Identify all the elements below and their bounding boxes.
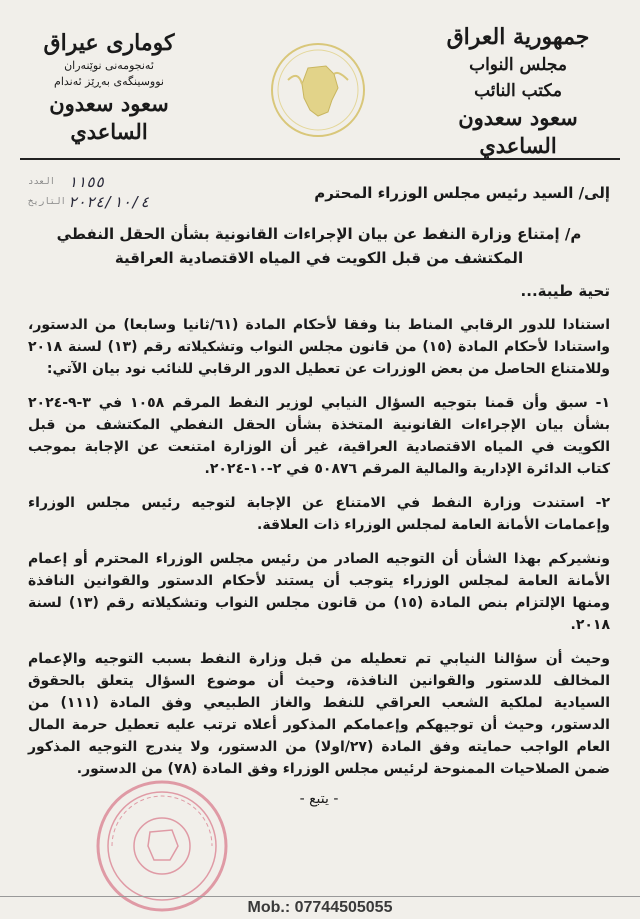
letterhead-arabic [418, 22, 618, 160]
reference-date: ٢٠٢٤/١٠/٤ [68, 193, 150, 211]
letter-body [28, 182, 610, 824]
official-seal-icon [92, 776, 232, 916]
paragraph-point-1: ١- سبق وأن قمنا بتوجيه السؤال النيابي لوزير النفط المرقم ١٠٥٨ في ٣-٩-٢٠٢٤ بشأن بيان الإجراءات القانونية المتخذة بشأن الحقل النفطي المكتشف من قبل الكويت في المياه الاقتصادية العراقية، غير أن الوزارة امتنعت عن الإجابة بموجب كتاب الدائرة الإدارية والمالية المرقم ٥٠٨٧٦ في ٢-١٠-٢٠٢٤. [28, 395, 610, 477]
letterhead-office-kurdish: نووسینگەی بەڕێز ئەندام [54, 75, 164, 88]
recipient: إلى/ السيد رئيس مجلس الوزراء المحترم [314, 184, 610, 202]
header-divider [20, 158, 620, 160]
letterhead-office: مكتب النائب [474, 81, 562, 101]
reference-date-label: التاريخ [28, 197, 66, 207]
paragraph-point-2: ٢- استندت وزارة النفط في الامتناع عن الإجابة لتوجيه رئيس مجلس الوزراء وإعمامات الأمانة العامة لمجلس الوزراء ذات العلاقة. [28, 495, 610, 533]
footer-mobile: Mob.: 07744505055 [247, 899, 393, 916]
iraq-emblem-icon [268, 40, 368, 140]
reference-number: ١١٥٥ [68, 173, 105, 191]
greeting: تحية طيبة... [520, 282, 610, 300]
letterhead-council: مجلس النواب [469, 55, 567, 75]
letterhead-member-name-kurdish: سعود سعدون الساعدي [49, 91, 169, 144]
paragraph-intro: استنادا للدور الرقابي المناط بنا وفقا لأحكام المادة (٦١/ثانيا وسابعا) من الدستور، واستنادا لأحكام المادة (١٥) من قانون مجلس النواب وتشكيلاته رقم (١٣) لسنة ٢٠١٨ وللامتناع الحاصل من بعض الوزرات عن تعطيل الدور الرقابي للنائب نود بيان الآتي: [28, 317, 610, 377]
reference-number-label: العدد [28, 177, 56, 187]
paragraph-notice: ونشيركم بهذا الشأن أن التوجيه الصادر من رئيس مجلس الوزراء المحترم أو إعمام الأمانة العامة لمجلس الوزراء يتوجب أن يستند لأحكام الدستور والقوانين النافذة ومنها الإلتزام بنص المادة (١٥) من قانون مجلس النواب وتشكيلاته رقم (١٣) لسنة ٢٠١٨. [28, 551, 610, 633]
letterhead-council-kurdish: ئەنجومەنی نوێنەران [64, 59, 154, 72]
subject: م/ إمتناع وزارة النفط عن بيان الإجراءات القانونية بشأن الحقل النفطي المكتشف من قبل الكويت في المياه الاقتصادية العراقية [56, 225, 582, 267]
letterhead-member-name: سعود سعدون الساعدي [458, 105, 578, 158]
letterhead-country: جمهورية العراق [446, 24, 590, 50]
paragraph-argument: وحيث أن سؤالنا النيابي تم تعطيله من قبل وزارة النفط بسبب التوجيه والإعمام المخالف للدستور والقوانين النافذة، وحيث أن موضوع السؤال يتعلق بالحقوق السيادية لملكية الشعب العراقي للنفط والغاز الطبيعي وفق المادة (١١١) من الدستور، وحيث أن توجيهكم وإعمامكم المذكور أعلاه ترتب عليه تعطيل حرمة المال العام الواجب حمايته وفق المادة (٢٧/اولا) من الدستور، ولا يندرج التوجيه المذكور ضمن الصلاحيات الممنوحة لرئيس مجلس الوزراء وفق المادة (٧٨) من الدستور. [28, 651, 610, 777]
letterhead [0, 18, 640, 168]
letterhead-country-kurdish: كوماری عیراق [43, 30, 175, 56]
letterhead-kurdish [14, 28, 204, 146]
continuation-mark: - يتبع - [299, 791, 339, 807]
